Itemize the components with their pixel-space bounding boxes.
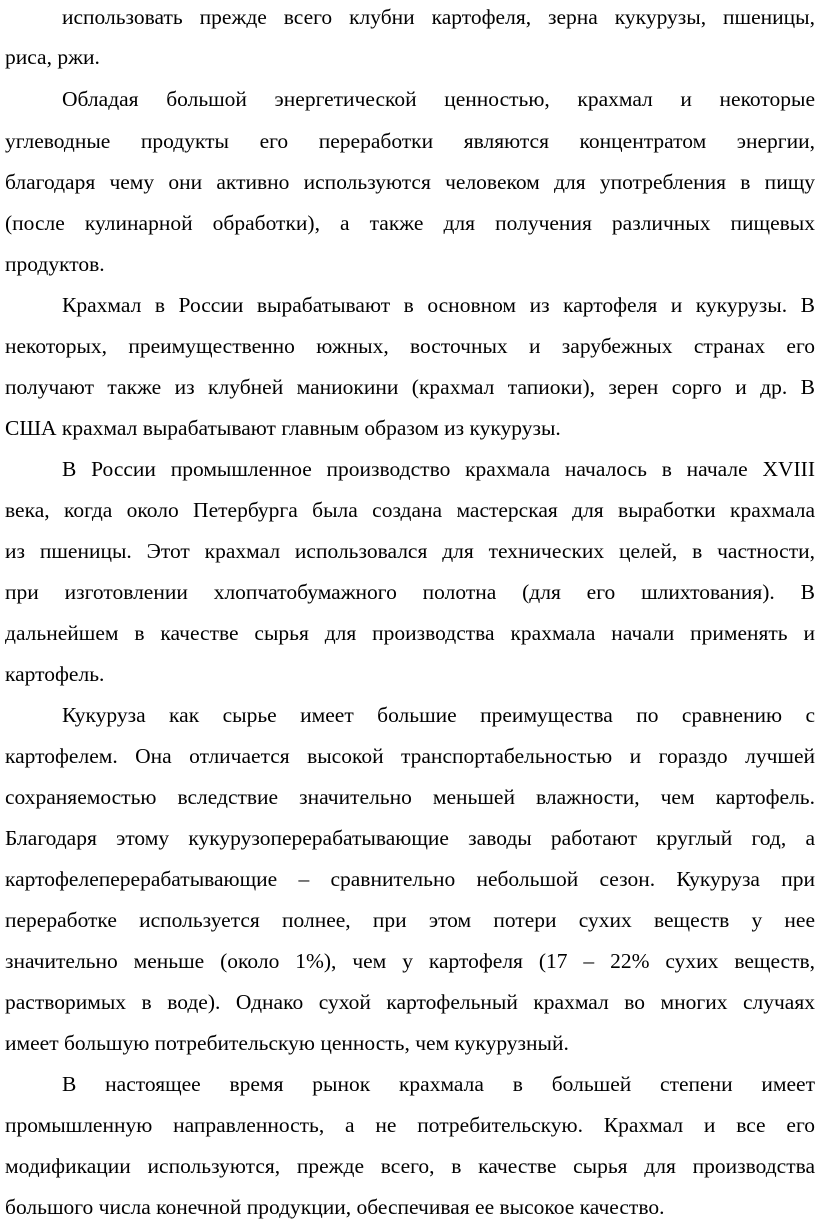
text-line: дальнейшем в качестве сырья для производства крахмала начали применять и bbox=[5, 621, 815, 645]
text-line: значительно меньше (около 1%), чем у картофеля (17 – 22% сухих веществ, bbox=[5, 949, 815, 973]
text-line: получают также из клубней маниокини (крахмал тапиоки), зерен сорго и др. В bbox=[5, 375, 815, 399]
text-line: (после кулинарной обработки), а также для получения различных пищевых bbox=[5, 211, 815, 235]
text-line: США крахмал вырабатывают главным образом из кукурузы. bbox=[5, 416, 561, 440]
text-line: Кукуруза как сырье имеет большие преимущества по сравнению с bbox=[62, 703, 815, 727]
text-line: растворимых в воде). Однако сухой картофельный крахмал во многих случаях bbox=[5, 990, 815, 1014]
text-line: продуктов. bbox=[5, 252, 105, 276]
text-line: Благодаря этому кукурузоперерабатывающие заводы работают круглый год, а bbox=[5, 826, 815, 850]
text-line: В России промышленное производство крахмала началось в начале XVIII bbox=[62, 457, 815, 481]
text-line: из пшеницы. Этот крахмал использовался для технических целей, в частности, bbox=[5, 539, 815, 563]
text-line: большого числа конечной продукции, обеспечивая ее высокое качество. bbox=[5, 1195, 665, 1219]
document-page bbox=[5, 0, 815, 1229]
text-line: при изготовлении хлопчатобумажного полотна (для его шлихтования). В bbox=[5, 580, 815, 604]
text-line: переработке используется полнее, при этом потери сухих веществ у нее bbox=[5, 908, 815, 932]
text-line: промышленную направленность, а не потребительскую. Крахмал и все его bbox=[5, 1113, 815, 1137]
text-line: В настоящее время рынок крахмала в большей степени имеет bbox=[62, 1072, 815, 1096]
text-line: углеводные продукты его переработки являются концентратом энергии, bbox=[5, 129, 815, 153]
text-line: Крахмал в России вырабатывают в основном из картофеля и кукурузы. В bbox=[62, 293, 815, 317]
text-line: Обладая большой энергетической ценностью, крахмал и некоторые bbox=[62, 87, 815, 111]
text-line: картофель. bbox=[5, 662, 105, 686]
text-line: имеет большую потребительскую ценность, чем кукурузный. bbox=[5, 1031, 569, 1055]
text-line: сохраняемостью вследствие значительно меньшей влажности, чем картофель. bbox=[5, 785, 815, 809]
text-line: риса, ржи. bbox=[5, 45, 100, 69]
text-line: века, когда около Петербурга была создана мастерская для выработки крахмала bbox=[5, 498, 815, 522]
text-line: картофелеперерабатывающие – сравнительно небольшой сезон. Кукуруза при bbox=[5, 867, 815, 891]
text-line: некоторых, преимущественно южных, восточных и зарубежных странах его bbox=[5, 334, 815, 358]
text-line: использовать прежде всего клубни картофеля, зерна кукурузы, пшеницы, bbox=[62, 5, 815, 29]
text-line: модификации используются, прежде всего, в качестве сырья для производства bbox=[5, 1154, 815, 1178]
text-line: благодаря чему они активно используются человеком для употребления в пищу bbox=[5, 170, 815, 194]
text-line: картофелем. Она отличается высокой транспортабельностью и гораздо лучшей bbox=[5, 744, 815, 768]
